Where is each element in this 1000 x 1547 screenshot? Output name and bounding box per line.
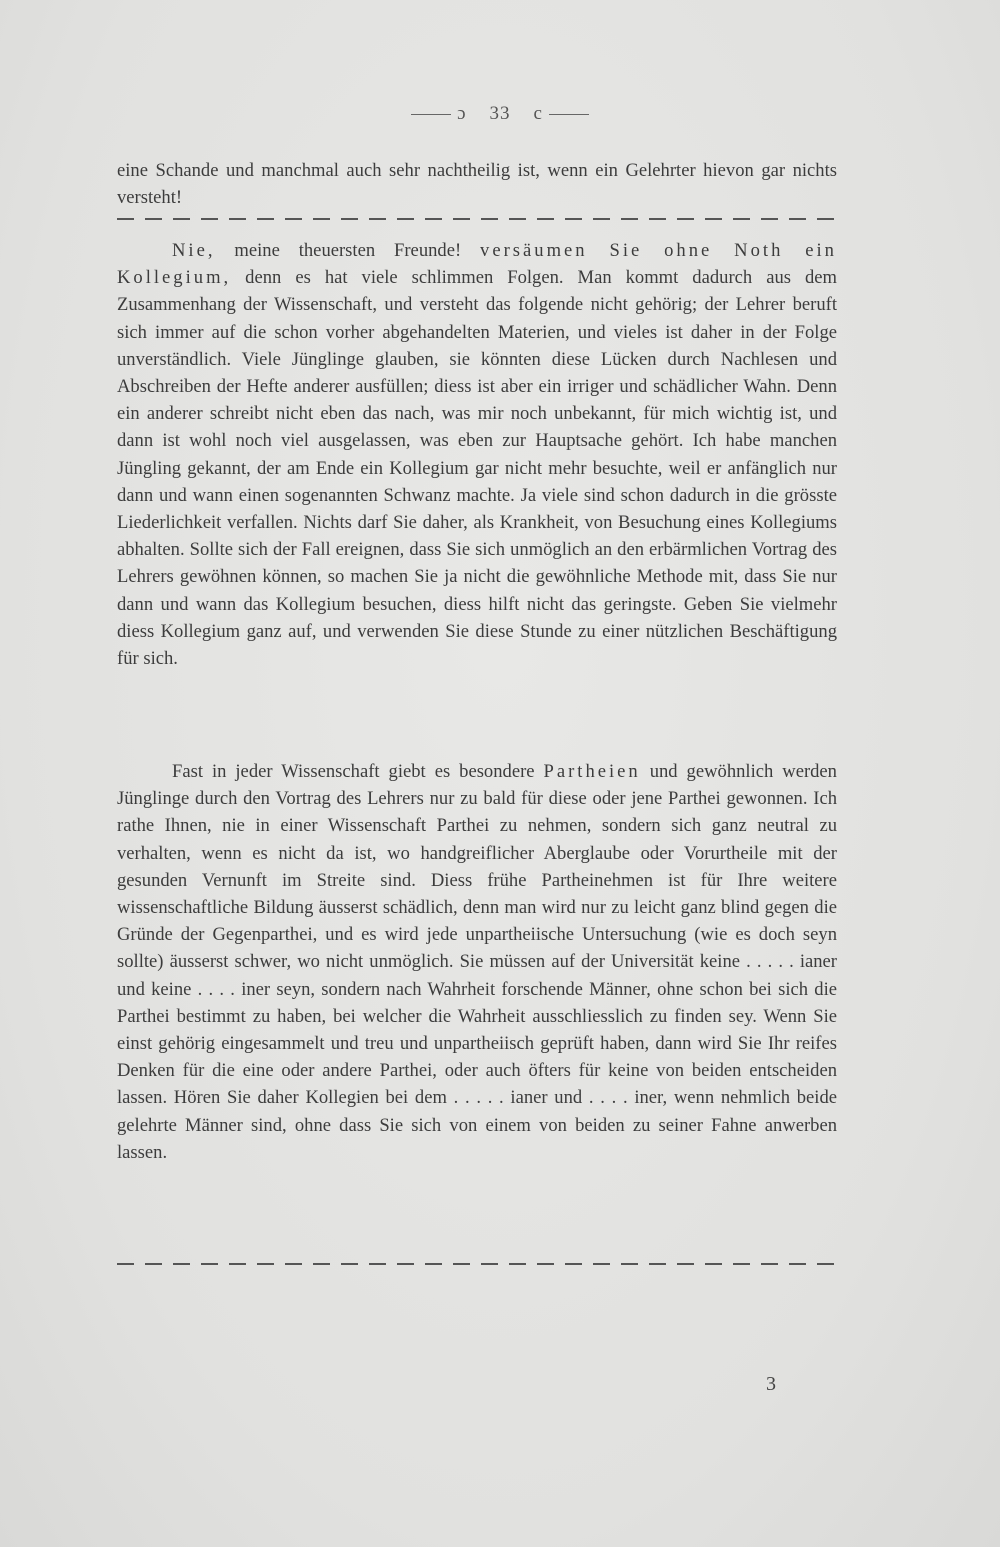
header-right-mark: c (533, 103, 543, 124)
dashed-separator-top (117, 218, 837, 220)
page-header (0, 103, 1000, 125)
paragraph-1 (117, 157, 837, 211)
page-number: 33 (489, 103, 511, 124)
signature-mark: 3 (766, 1373, 776, 1395)
header-rule-left (411, 114, 451, 115)
paragraph-2 (117, 237, 837, 672)
spaced-partheien: Partheien (543, 761, 641, 782)
paragraph-2-text (117, 237, 837, 672)
paragraph-1-text: eine Schande und manchmal auch sehr nachtheilig ist, wenn ein Gelehrter hievon gar nichts versteht! (117, 160, 837, 209)
header-rule-right (549, 114, 589, 115)
paragraph-3-text (117, 758, 837, 1166)
spaced-versaeumen: versäumen Sie ohne Noth ein Kollegium, (117, 240, 837, 289)
paragraph-3-part-a: Fast in jeder Wissenschaft giebt es besondere (172, 761, 544, 782)
dashed-separator-bottom (117, 1263, 837, 1265)
paragraph-3-part-b: und gewöhnlich werden Jünglinge durch den Vortrag des Lehrers nur zu bald für diese oder jene Parthei gewonnen. Ich rathe Ihnen, nie in einer Wissenschaft Parthei zu nehmen, sondern sich ganz neutral zu verhalten, wenn es nicht da ist, wo handgreiflicher Aberglaube oder Vorurtheile mit der gesunden Vernunft im Streite sind. Diess frühe Partheinehmen ist für Ihre weitere wissenschaftliche Bildung äusserst schädlich, denn man wird nur zu leicht ganz blind gegen die Gründe der Gegenparthei, und es wird jede unpartheiische Untersuchung (wie es doch seyn sollte) äusserst schwer, wo nicht unmöglich. Sie müssen auf der Universität keine . . . . . ianer und keine . . . . iner seyn, sondern nach Wahrheit forschende Männer, ohne schon bei sich die Parthei bestimmt zu haben, bei welcher die Wahrheit ausschliesslich zu finden sey. Wenn Sie einst gehörig eingesammelt und treu und unpartheiisch geprüft haben, dann wird Sie Ihr reifes Denken für die eine oder andere Parthei, oder auch öfters für keine von beiden entscheiden lassen. Hören Sie daher Kollegien bei dem . . . . . ianer und . . . . iner, wenn nehmlich beide gelehrte Männer sind, ohne dass Sie sich von einem von beiden zu seiner Fahne anwerben lassen. (117, 761, 837, 1163)
header-left-mark: ɔ (457, 103, 467, 124)
paragraph-3 (117, 758, 837, 1166)
paragraph-2-part-a: meine theuersten Freunde! (215, 240, 481, 261)
spaced-nie: Nie, (172, 240, 216, 261)
paragraph-2-part-b: denn es hat viele schlimmen Folgen. Man kommt dadurch aus dem Zusammenhang der Wissenschaft, und versteht das folgende nicht gehörig; der Lehrer beruft sich immer auf die schon vorher abgehandelten Materien, und vieles ist daher in der Folge unverständlich. Viele Jünglinge glauben, sie könnten diese Lücken durch Nachlesen und Abschreiben der Hefte anderer ausfüllen; diess ist aber ein irriger und schädlicher Wahn. Denn ein anderer schreibt nicht eben das nach, was mir noch unbekannt, für mich wichtig ist, und dann ist wohl noch viel ausgelassen, was eben zur Hauptsache gehört. Ich habe manchen Jüngling gekannt, der am Ende ein Kollegium gar nicht mehr besuchte, weil er anfänglich nur dann und wann einen sogenannten Schwanz machte. Ja viele sind schon dadurch in die grösste Liederlichkeit verfallen. Nichts darf Sie daher, als Krankheit, von Besuchung eines Kollegiums abhalten. Sollte sich der Fall ereignen, dass Sie sich unmöglich an den erbärmlichen Vortrag des Lehrers gewöhnen können, so machen Sie ja nicht die gewöhnliche Methode mit, dass Sie nur dann und wann das Kollegium besuchen, diess hilft nicht das geringste. Geben Sie vielmehr diess Kollegium ganz auf, und verwenden Sie diese Stunde zu einer nützlichen Beschäftigung für sich. (117, 267, 837, 670)
